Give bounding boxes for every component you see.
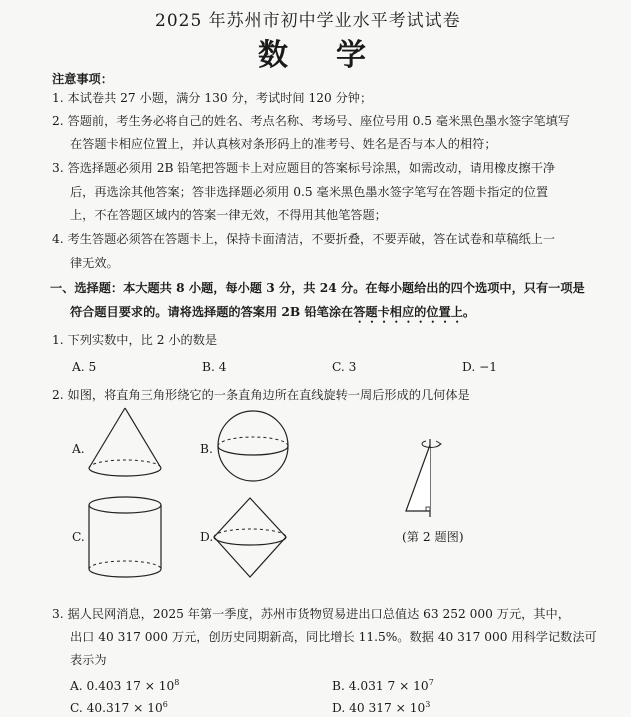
section-heading: 一、选择题：本大题共 8 小题，每小题 3 分，共 24 分。在每小题给出的四个选项中，只有一项是 — [50, 281, 585, 295]
note-line: 1. 本试卷共 27 小题，满分 130 分，考试时间 120 分钟； — [52, 91, 373, 105]
q1-option-a: A. 5 — [72, 360, 97, 374]
note-line: 律无效。 — [70, 256, 119, 270]
q1-option-c: C. 3 — [332, 360, 357, 374]
q2-figure-caption: (第 2 题图) — [402, 530, 464, 544]
q1-stem: 1. 下列实数中，比 2 小的数是 — [52, 333, 218, 347]
right-triangle-rotation-figure — [400, 435, 460, 525]
q3-stem-line: 出口 40 317 000 万元，创历史同期新高，同比增长 11.5%。数据 40 317 000 用科学记数法可 — [70, 630, 597, 644]
note-line: 4. 考生答题必须答在答题卡上，保持卡面清洁，不要折叠，不要弄破，答在试卷和草稿纸上一 — [52, 232, 556, 246]
notes-heading: 注意事项： — [52, 72, 113, 86]
section-instruction: 符合题目要求的。请将选择题的答案用 2B 铅笔涂在答题卡相应的位置上。 — [70, 305, 476, 319]
q3-option-d: D. 40 $317 \times 10^3$ — [332, 700, 431, 716]
note-line: 上，不在答题区域内的答案一律无效，不得用其他笔答题； — [70, 208, 387, 222]
q3-stem-line: 3. 据人民网消息，2025 年第一季度，苏州市货物贸易进出口总值达 63 252 000 万元，其中， — [52, 607, 570, 621]
note-line: 2. 答题前，考生务必将自己的姓名、考点名称、考场号、座位号用 0.5 毫米黑色墨水签字笔填写 — [52, 114, 570, 128]
double-cone-figure — [210, 495, 300, 585]
q3-option-a: A. 0.403 $17 \times 10^8$ — [70, 678, 180, 694]
note-line: 在答题卡相应位置上，并认真核对条形码上的准考号、姓名是否与本人的相符； — [70, 137, 497, 151]
q2-label-c: C. — [72, 530, 85, 544]
q2-label-a: A. — [72, 442, 85, 456]
subject-char-left: 数 — [258, 38, 290, 73]
exam-title: 2025 年苏州市初中学业水平考试试卷 — [155, 11, 461, 31]
q2-stem: 2. 如图，将直角三角形绕它的一条直角边所在直线旋转一周后形成的几何体是 — [52, 388, 470, 402]
note-line: 后，再选涂其他答案；答非选择题必须用 0.5 毫米黑色墨水签字笔写在答题卡指定的位置 — [70, 185, 549, 199]
q1-option-b: B. 4 — [202, 360, 227, 374]
q1-option-d: D. −1 — [462, 360, 498, 374]
q3-option-b: B. 4.031 $7 \times 10^7$ — [332, 678, 434, 694]
subject-char-right: 学 — [336, 38, 368, 73]
q2-label-b: B. — [200, 442, 213, 456]
q3-option-c: C. $40.317 \times 10^6$ — [70, 700, 168, 716]
q2-label-d: D. — [200, 530, 214, 544]
sphere-figure — [215, 408, 295, 488]
q3-stem-line: 表示为 — [70, 653, 107, 667]
emphasis-text: 答题卡相应的位置上 — [353, 305, 463, 319]
cone-figure — [85, 405, 175, 480]
cylinder-figure — [85, 495, 175, 585]
note-line: 3. 答选择题必须用 2B 铅笔把答题卡上对应题目的答案标号涂黑，如需改动，请用橡皮擦干净 — [52, 161, 556, 175]
